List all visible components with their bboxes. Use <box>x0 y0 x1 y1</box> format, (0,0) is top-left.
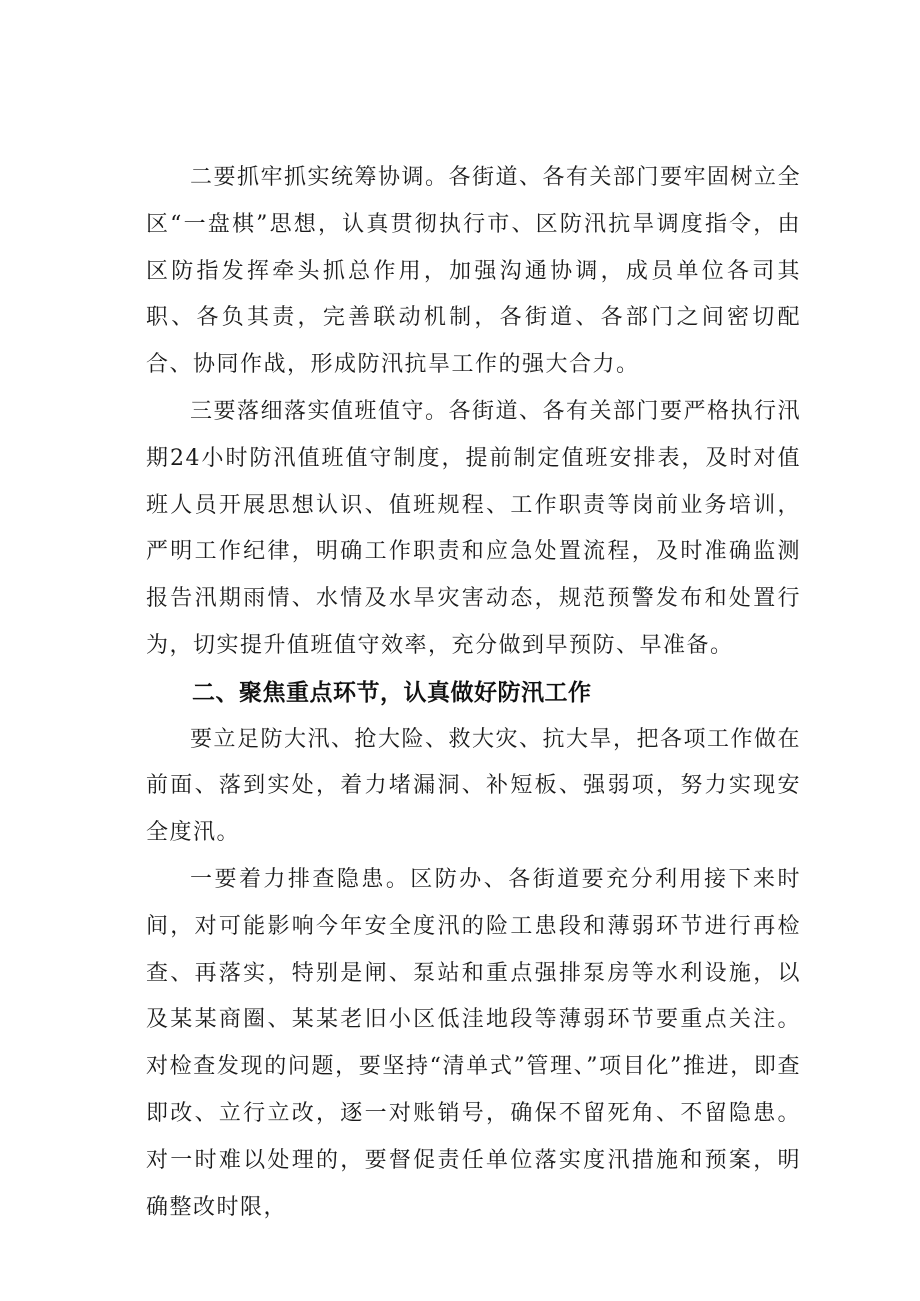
paragraph-coordination: 二要抓牢抓实统筹协调。各街道、各有关部门要牢固树立全区“一盘棋”思想，认真贯彻执行市、区防汛抗旱调度指令，由区防指发挥牵头抓总作用，加强沟通协调，成员单位各司其职、各负其责，完善联动机制，各街道、各部门之间密切配合、协同作战，形成防汛抗旱工作的强大合力。 <box>146 165 802 378</box>
paragraph-hazard-check: 一要着力排查隐患。区防办、各街道要充分利用接下来时间，对可能影响今年安全度汛的险工患段和薄弱环节进行再检查、再落实，特别是闸、泵站和重点强排泵房等水利设施，以及某某商圈、某某老旧小区低洼地段等薄弱环节要重点关注。对检查发现的问题，要坚持“清单式”管理、”项目化”推进，即查即改、立行立改，逐一对账销号，确保不留死角、不留隐患。对一时难以处理的，要督促责任单位落实度汛措施和预案，明确整改时限， <box>146 866 801 1220</box>
document-page <box>146 155 801 1231</box>
section-heading: 二、聚焦重点环节，认真做好防汛工作 <box>192 679 592 706</box>
paragraph-duty-watch: 三要落细落实值班值守。各街道、各有关部门要严格执行汛期24小时防汛值班值守制度，提前制定值班安排表，及时对值班人员开展思想认识、值班规程、工作职责等岗前业务培训，严明工作纪律，明确工作职责和应急处置流程，及时准确监测报告汛期雨情、水情及水旱灾害动态，规范预警发布和处置行为，切实提升值班值守效率，充分做到早预防、早准备。 <box>146 398 802 658</box>
paragraph-intro: 要立足防大汛、抢大险、救大灾、抗大旱，把各项工作做在前面、落到实处，着力堵漏洞、补短板、强弱项，努力实现安全度汛。 <box>146 726 802 846</box>
